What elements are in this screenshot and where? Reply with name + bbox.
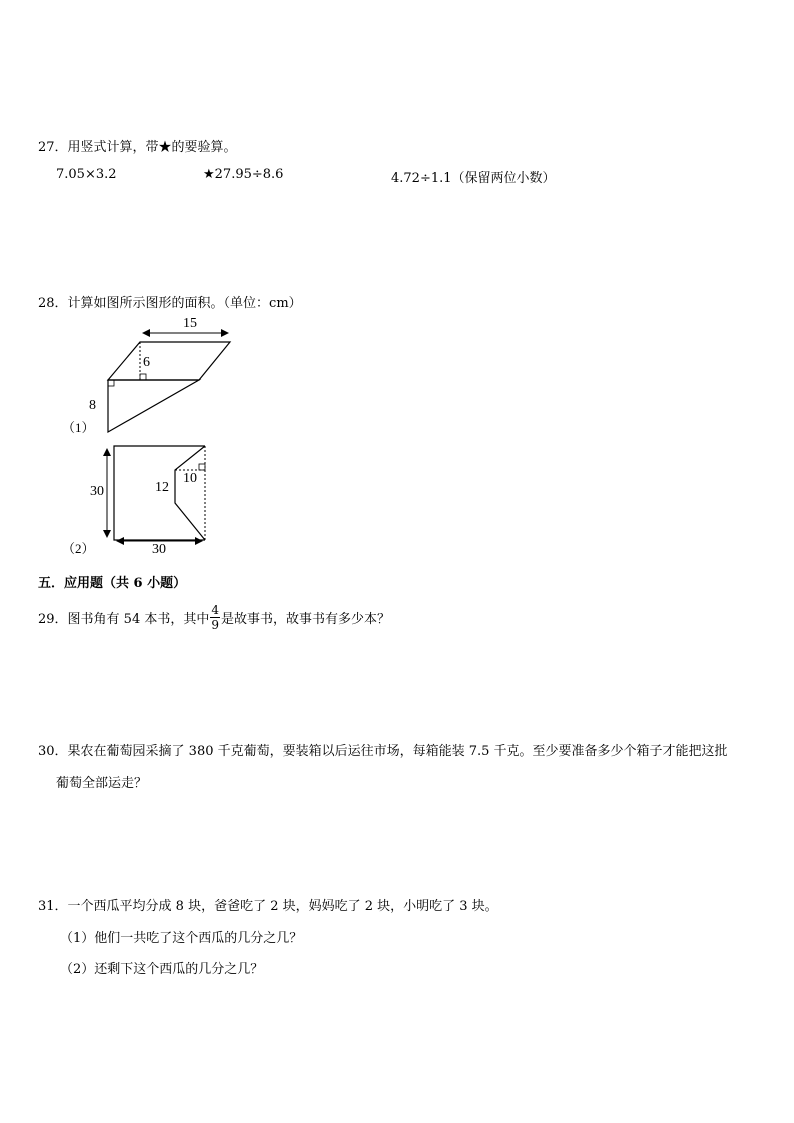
q29-question — [38, 604, 390, 631]
fig2-trap-side-label: 12 — [155, 480, 169, 495]
q29-prefix: 29．图书角有 54 本书，其中 — [38, 612, 210, 627]
fig2-trap-height-label: 10 — [183, 471, 197, 486]
fig1-triangle-right-angle-mark — [108, 380, 114, 386]
fig1-triangle — [108, 380, 199, 432]
fig2-label: （2） — [62, 541, 95, 556]
q27-item-2: ★27.95÷8.6 — [203, 167, 284, 182]
q30-line-2: 葡萄全部运走？ — [56, 776, 148, 791]
figure-2-square-trapezoid — [62, 446, 205, 557]
q27-title: 27．用竖式计算，带★的要验算。 — [38, 140, 237, 155]
fig2-bottom-label: 30 — [152, 542, 166, 557]
fig2-left-label: 30 — [90, 484, 104, 499]
q31-sub-1: （1）他们一共吃了这个西瓜的几分之几？ — [60, 931, 303, 946]
q28-title: 28．计算如图所示图形的面积。（单位：cm） — [38, 296, 302, 311]
fig1-height-label: 6 — [143, 355, 150, 370]
fig2-right-angle-mark — [199, 464, 205, 470]
q31-sub-2: （2）还剩下这个西瓜的几分之几？ — [60, 962, 264, 977]
q31-title: 31．一个西瓜平均分成 8 块，爸爸吃了 2 块，妈妈吃了 2 块，小明吃了 3 块。 — [38, 899, 498, 914]
q29-suffix: 是故事书，故事书有多少本？ — [221, 612, 391, 627]
fig1-right-angle-mark — [140, 374, 146, 380]
fig1-label: （1） — [62, 420, 95, 435]
q29-fraction — [210, 604, 220, 631]
section5-title: 五．应用题（共 6 小题） — [38, 576, 187, 591]
figure-1-parallelogram-triangle — [62, 316, 230, 435]
fig2-trapezoid-cut — [175, 446, 205, 540]
fig1-side-label: 8 — [89, 398, 96, 413]
fig1-parallelogram — [108, 342, 230, 380]
q27-item-1: 7.05×3.2 — [56, 167, 117, 182]
fig1-top-label: 15 — [183, 316, 197, 331]
q29-fraction-numerator: 4 — [211, 603, 219, 617]
q27-item-3: 4.72÷1.1（保留两位小数） — [391, 171, 556, 186]
q30-line-1: 30．果农在葡萄园采摘了 380 千克葡萄，要装箱以后运往市场，每箱能装 7.5 千克。至少要准备多少个箱子才能把这批 — [38, 744, 728, 759]
q29-fraction-denominator: 9 — [211, 618, 219, 632]
